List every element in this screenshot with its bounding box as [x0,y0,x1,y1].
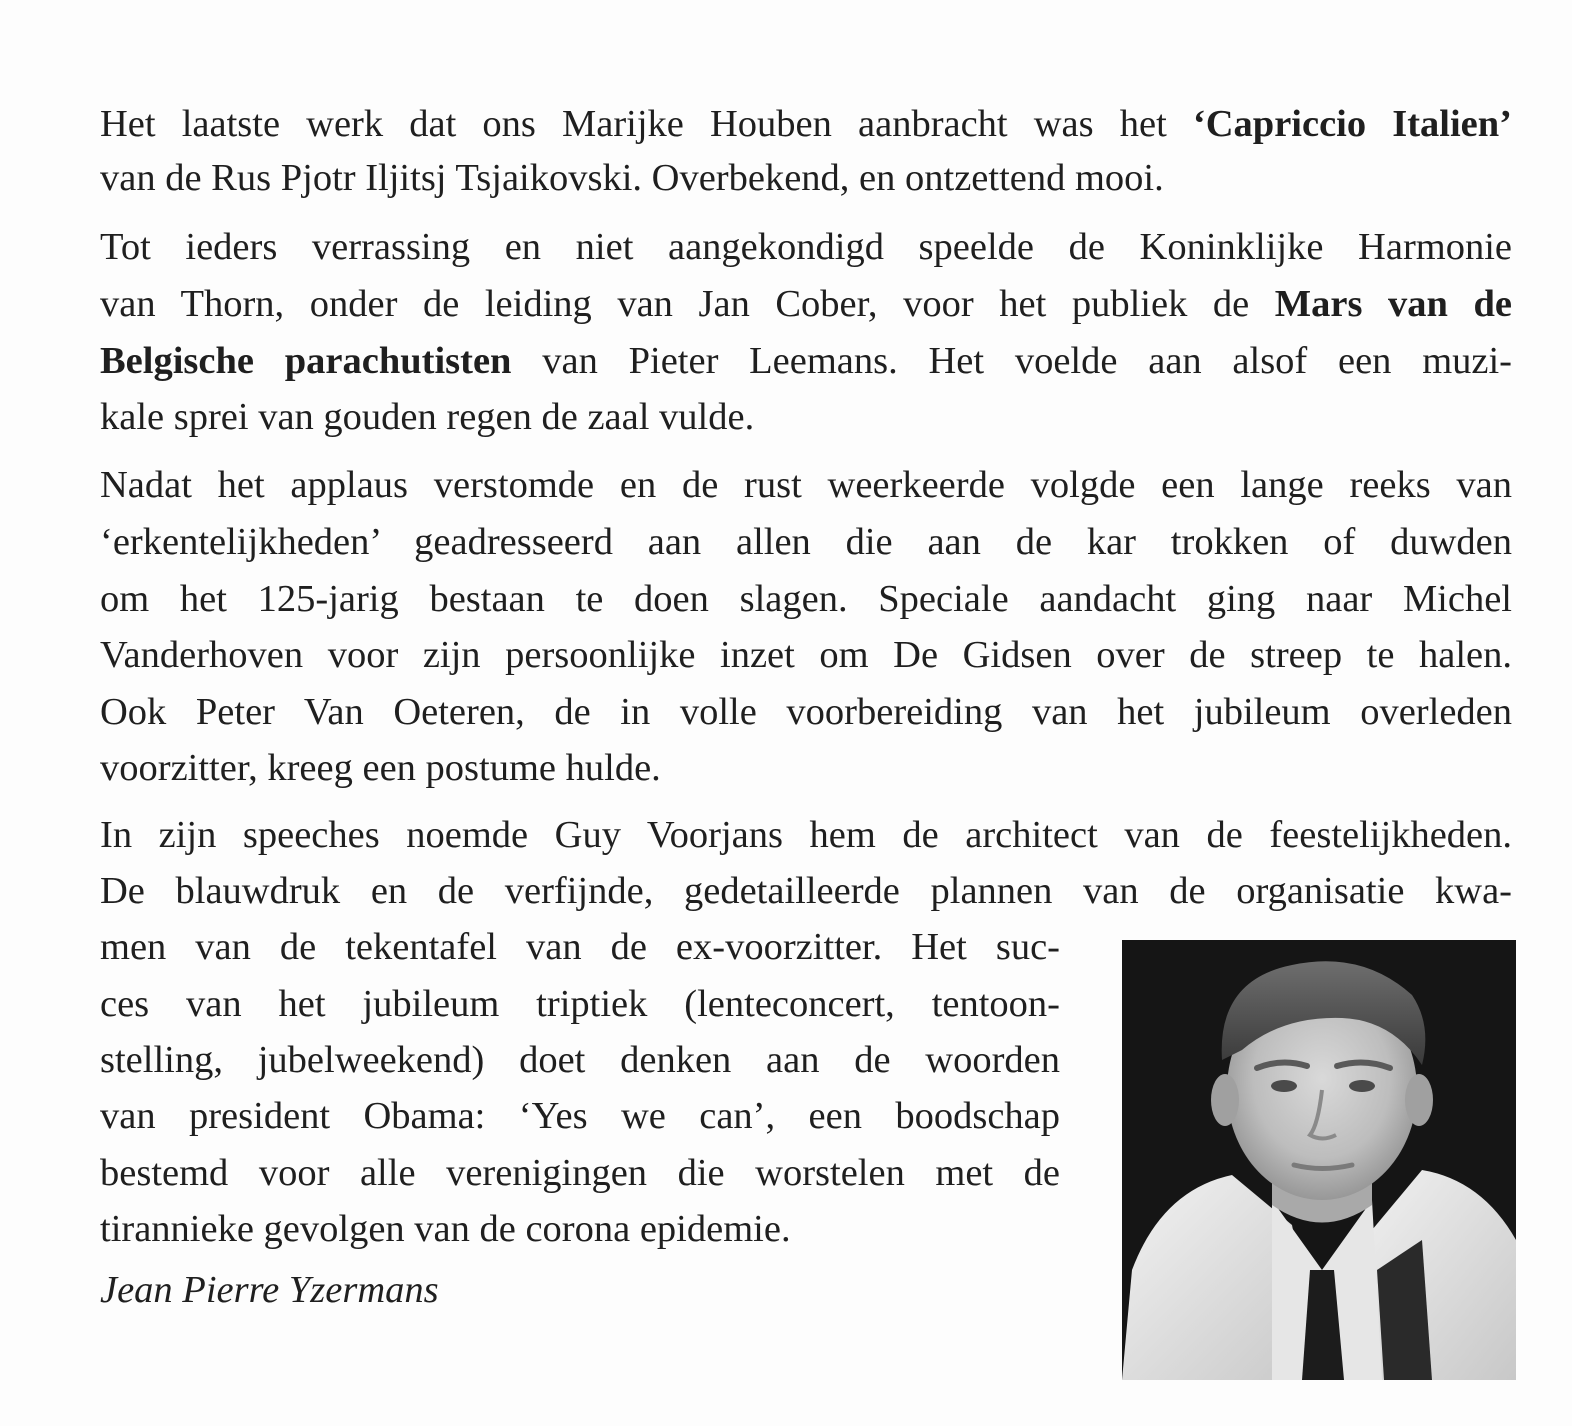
paragraph-3-line-1: Nadat het applaus verstomde en de rust weerkeerde volgde een lange reeks van [100,464,1512,506]
paragraph-1-line-1 [100,96,1512,153]
bold-title-capriccio: ‘Capriccio Italien’ [1192,103,1512,145]
paragraph-2-line-4: kale sprei van gouden regen de zaal vulde. [100,396,755,438]
paragraph-3-line-6: voorzitter, kreeg een postume hulde. [100,747,661,789]
text-span: van Thorn, onder de leiding van Jan Cober, voor het publiek de [100,283,1275,325]
paragraph-3-line-4: Vanderhoven voor zijn persoonlijke inzet om De Gidsen over de streep te halen. [100,634,1512,676]
bold-title-mars: Mars van de [1274,283,1512,325]
author-signature: Jean Pierre Yzermans [100,1269,439,1311]
text-span: van Pieter Leemans. Het voelde aan alsof een muzi- [511,340,1512,382]
paragraph-4-line-4: ces van het jubileum triptiek (lenteconcert, tentoon- [100,983,1060,1025]
paragraph-4-line-8: tirannieke gevolgen van de corona epidemie. [100,1208,791,1250]
paragraph-4-line-3: men van de tekentafel van de ex-voorzitter. Het suc- [100,926,1060,968]
paragraph-4-line-7: bestemd voor alle verenigingen die worstelen met de [100,1152,1060,1194]
paragraph-4-line-1: In zijn speeches noemde Guy Voorjans hem de architect van de feestelijkheden. [100,814,1512,856]
paragraph-2-line-2 [100,276,1512,333]
paragraph-3-line-5: Ook Peter Van Oeteren, de in volle voorbereiding van het jubileum overleden [100,691,1512,733]
paragraph-4-line-5: stelling, jubelweekend) doet denken aan de woorden [100,1039,1060,1081]
text-span: Het laatste werk dat ons Marijke Houben aanbracht was het [100,103,1193,145]
paragraph-2-line-3 [100,333,1512,390]
bold-title-parachutisten: Belgische parachutisten [100,340,512,382]
portrait-photo [1122,940,1516,1380]
paragraph-3-line-3: om het 125-jarig bestaan te doen slagen. Speciale aandacht ging naar Michel [100,578,1512,620]
paragraph-4-line-2: De blauwdruk en de verfijnde, gedetailleerde plannen van de organisatie kwa- [100,870,1512,912]
paragraph-4-line-6: van president Obama: ‘Yes we can’, een boodschap [100,1095,1060,1137]
paragraph-3-line-2: ‘erkentelijkheden’ geadresseerd aan allen die aan de kar trokken of duwden [100,521,1512,563]
paragraph-2-line-1: Tot ieders verrassing en niet aangekondigd speelde de Koninklijke Harmonie [100,226,1512,268]
portrait-photo-graphic [1122,940,1516,1380]
paragraph-1-line-2: van de Rus Pjotr Iljitsj Tsjaikovski. Overbekend, en ontzettend mooi. [100,157,1164,199]
